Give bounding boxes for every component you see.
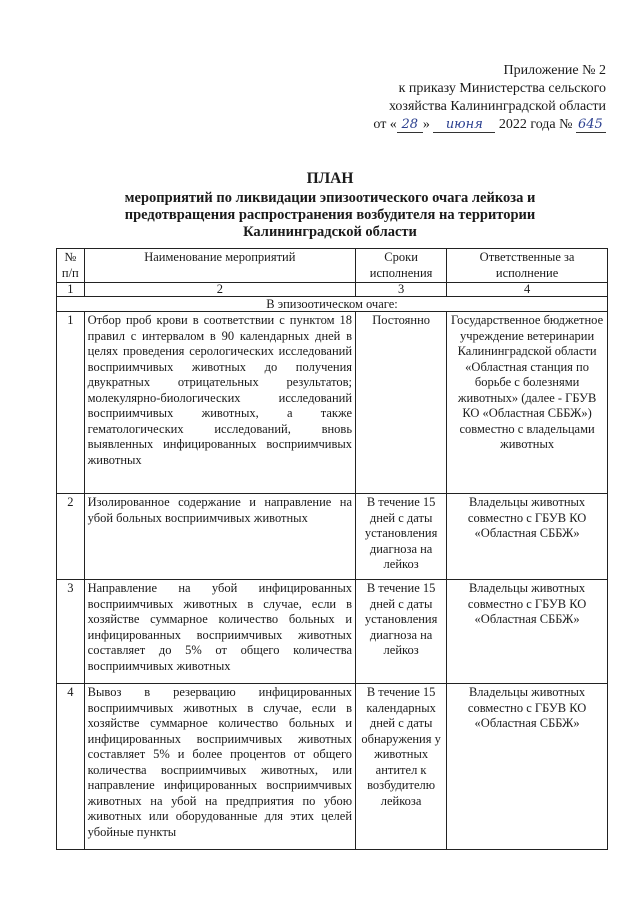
plan-title-line-3: Калининградской области (243, 224, 417, 240)
col-number-1: 1 (57, 283, 85, 297)
row-action: Вывоз в резервацию инфицированных восприимчивых животных в случае, если в хозяйстве суммарное количество больных и инфицированных восприимчивых животных составляет 5% и более процентов от общего количества восприимчивых животных, или направление инфицированных восприимчивых животных на убой на предприятия по убою животных или оборудованные для этих целей убойные пункты (84, 684, 355, 850)
row-number: 3 (57, 580, 85, 684)
appendix-date-line (306, 116, 606, 134)
appendix-line-1: Приложение № 2 (503, 63, 606, 78)
row-term: В течение 15 дней с даты установления диагноза на лейкоз (356, 580, 447, 684)
plan-title-line-2: предотвращения распространения возбудителя на территории (124, 207, 536, 223)
header-responsible: Ответственные за исполнение (447, 249, 608, 283)
plan-heading: ПЛАН (306, 170, 354, 187)
date-mid: » (422, 117, 430, 132)
column-number-row (57, 283, 608, 297)
handwritten-month: июня (433, 118, 495, 133)
table-row (57, 580, 608, 684)
appendix-line-3: хозяйства Калининградской области (388, 99, 606, 114)
row-number: 1 (57, 312, 85, 494)
plan-table (56, 248, 608, 850)
row-number: 4 (57, 684, 85, 850)
section-title: В эпизоотическом очаге: (57, 297, 608, 312)
row-action: Направление на убой инфицированных восприимчивых животных в случае, если в хозяйстве суммарное количество больных и инфицированных восприимчивых животных составляет до 5% от общего количества восприимчивых животных (84, 580, 355, 684)
plan-title (100, 170, 560, 241)
appendix-line-2: к приказу Министерства сельского (398, 81, 606, 96)
table-row (57, 684, 608, 850)
col-number-4: 4 (447, 283, 608, 297)
col-number-3: 3 (356, 283, 447, 297)
row-responsible: Владельцы животных совместно с ГБУВ КО «Областная СББЖ» (447, 494, 608, 580)
table-row (57, 494, 608, 580)
row-responsible: Государственное бюджетное учреждение ветеринарии Калининградской области «Областная станция по борьбе с болезнями животных» (далее - ГБУВ КО «Областная СББЖ») совместно с владельцами животных (447, 312, 608, 494)
year-text: 2022 года № (498, 117, 573, 132)
col-number-2: 2 (84, 283, 355, 297)
section-row (57, 297, 608, 312)
handwritten-day: 28 (397, 118, 423, 133)
header-action: Наименование мероприятий (84, 249, 355, 283)
row-number: 2 (57, 494, 85, 580)
header-row (57, 249, 608, 283)
appendix-header (306, 62, 606, 134)
row-action: Изолированное содержание и направление на убой больных восприимчивых животных (84, 494, 355, 580)
header-number: № п/п (57, 249, 85, 283)
header-term: Сроки исполнения (356, 249, 447, 283)
table-row (57, 312, 608, 494)
row-responsible: Владельцы животных совместно с ГБУВ КО «Областная СББЖ» (447, 580, 608, 684)
row-responsible: Владельцы животных совместно с ГБУВ КО «Областная СББЖ» (447, 684, 608, 850)
row-term: В течение 15 дней с даты установления диагноза на лейкоз (356, 494, 447, 580)
date-prefix: от « (373, 117, 397, 132)
plan-title-line-1: мероприятий по ликвидации эпизоотического очага лейкоза и (124, 190, 536, 206)
row-action: Отбор проб крови в соответствии с пунктом 18 правил с интервалом в 90 календарных дней в целях проведения серологических исследований восприимчивых животных до получения двукратных отрицательных результатов; молекулярно-биологических исследований восприимчивых животных, а также гематологических исследований, вновь выявленных инфицированных восприимчивых животных (84, 312, 355, 494)
row-term: В течение 15 календарных дней с даты обнаружения у животных антител к возбудителю лейкоза (356, 684, 447, 850)
handwritten-order-number: 645 (576, 118, 606, 133)
row-term: Постоянно (356, 312, 447, 494)
